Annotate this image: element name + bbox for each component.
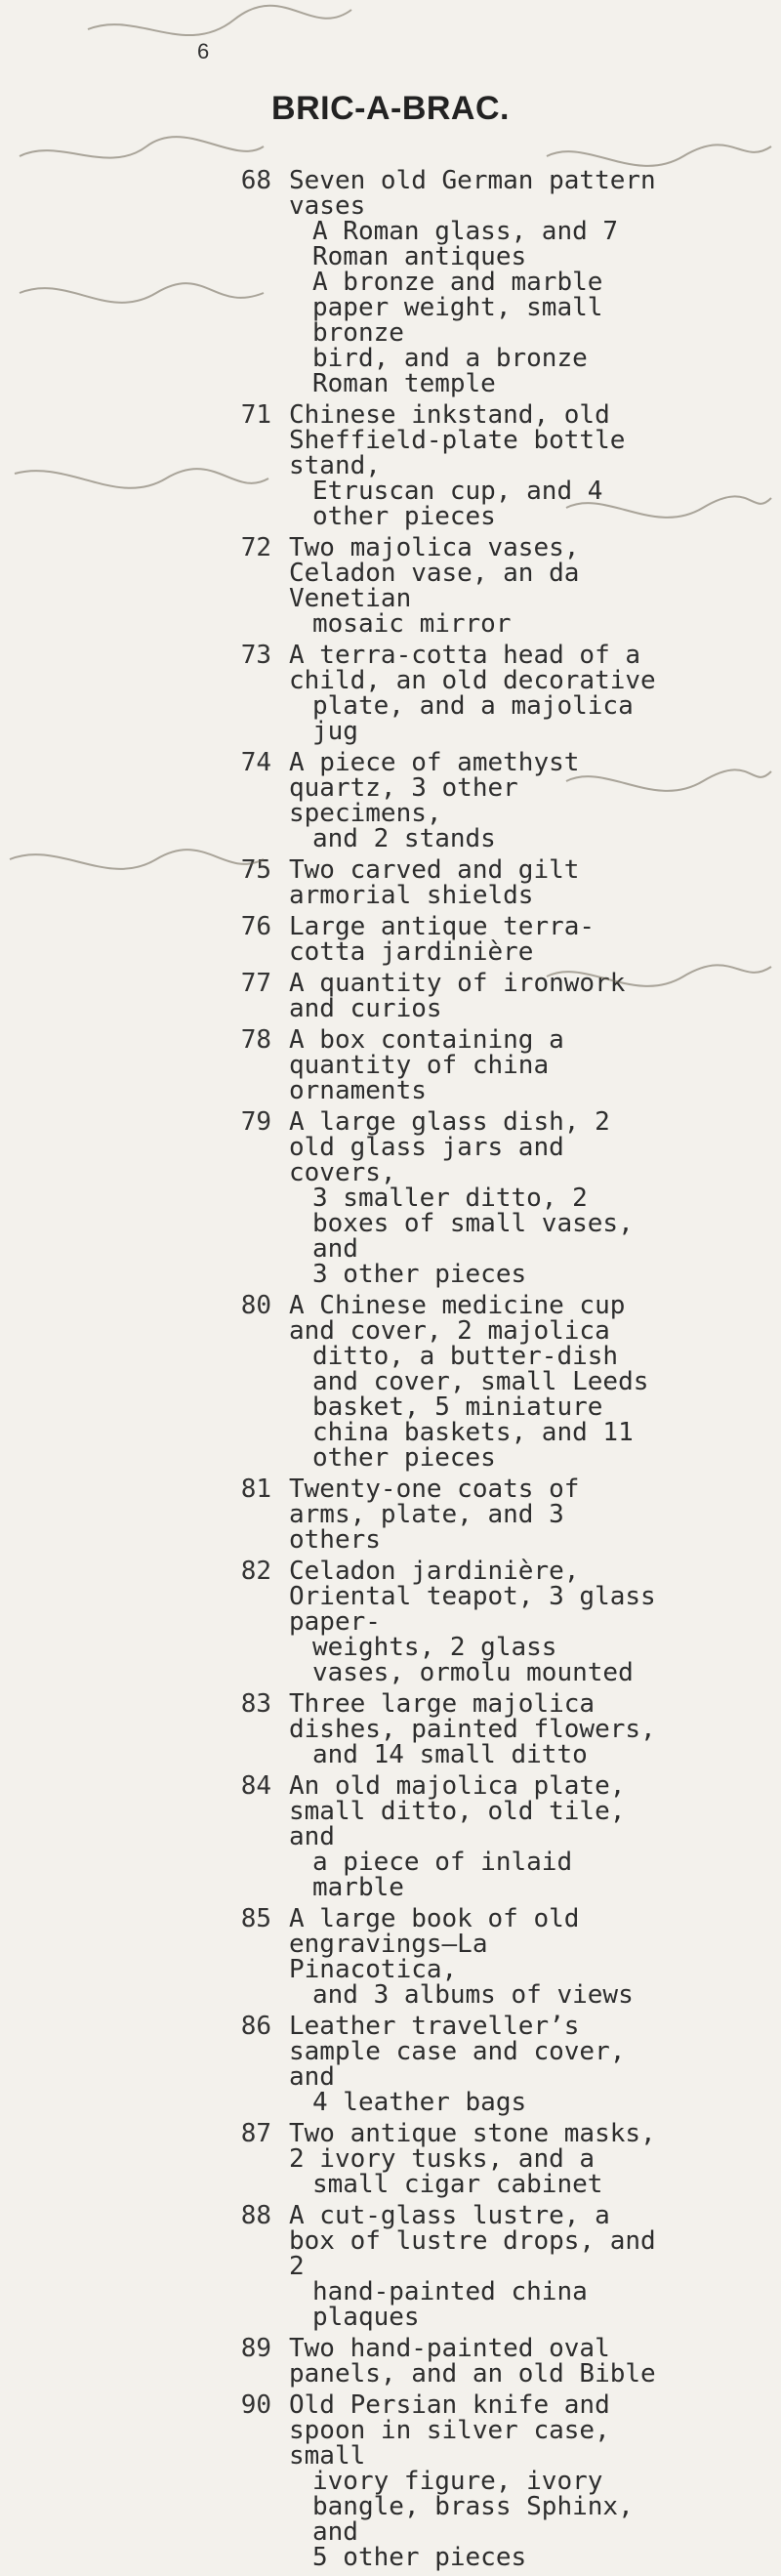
lot-number: 86 <box>240 2012 271 2041</box>
lot-description-line: small cigar cabinet <box>312 2170 603 2199</box>
lot-entry <box>0 535 781 637</box>
lot-description-line: A cut-glass lustre, a box of lustre drops, and 2 <box>289 2201 656 2281</box>
lot-number: 76 <box>240 912 271 941</box>
lot-description-line: plate, and a majolica jug <box>312 691 634 746</box>
lot-number: 89 <box>240 2334 271 2363</box>
lot-description-line: Two majolica vases, Celadon vase, an da Venetian <box>289 533 580 613</box>
lot-description-line: Celadon jardinière, Oriental teapot, 3 glass paper- <box>289 1557 656 1637</box>
lot-description <box>289 2121 660 2197</box>
lot-description-line: mosaic mirror <box>312 609 512 639</box>
lot-description-line: 5 other pieces <box>312 2543 527 2572</box>
lot-description-line: and 14 small ditto <box>312 1740 588 1769</box>
lot-entry <box>0 2014 781 2115</box>
lot-description-line: Three large majolica dishes, painted flowers, <box>289 1689 656 1744</box>
lot-entry <box>0 1691 781 1767</box>
lot-description-line: A Roman glass, and 7 Roman antiques <box>312 217 619 271</box>
lot-entry <box>0 1293 781 1471</box>
lot-description-line: A terra-cotta head of a child, an old decorative <box>289 641 656 695</box>
lot-entry <box>0 2203 781 2330</box>
lot-number: 71 <box>240 400 271 430</box>
lot-list <box>0 168 781 2576</box>
lot-description <box>289 168 660 396</box>
lot-number: 75 <box>240 855 271 885</box>
lot-description-line: bird, and a bronze Roman temple <box>312 344 588 398</box>
lot-description-line: Two hand-painted oval panels, and an old Bible <box>289 2334 656 2389</box>
lot-description-line: A large glass dish, 2 old glass jars and covers, <box>289 1107 610 1187</box>
lot-description-line: hand-painted china plaques <box>312 2277 588 2332</box>
lot-description-line: Two antique stone masks, 2 ivory tusks, and a <box>289 2119 656 2174</box>
lot-description-line: Old Persian knife and spoon in silver case, small <box>289 2390 610 2471</box>
lot-description-line: 3 other pieces <box>312 1260 527 1289</box>
lot-entry <box>0 1109 781 1287</box>
lot-description <box>289 1558 660 1685</box>
lot-entry <box>0 1476 781 1553</box>
lot-number: 78 <box>240 1025 271 1055</box>
lot-description <box>289 1293 660 1471</box>
lot-entry <box>0 1906 781 2008</box>
lot-entry <box>0 168 781 396</box>
lot-number: 79 <box>240 1107 271 1137</box>
lot-description-line: Seven old German pattern vases <box>289 166 656 221</box>
lot-description-line: A large book of old engravings—La Pinacotica, <box>289 1904 580 1984</box>
lot-description-line: A Chinese medicine cup and cover, 2 majolica <box>289 1291 626 1346</box>
lot-entry <box>0 914 781 965</box>
lot-description-line: other pieces <box>312 1443 496 1473</box>
lot-description-line: Etruscan cup, and 4 other pieces <box>312 477 603 531</box>
lot-description-line: A bronze and marble paper weight, small bronze <box>312 268 603 348</box>
lot-entry <box>0 1027 781 1103</box>
lot-entry <box>0 2121 781 2197</box>
lot-number: 85 <box>240 1904 271 1933</box>
lot-number: 88 <box>240 2201 271 2230</box>
lot-description-line: Large antique terra-cotta jardinière <box>289 912 596 967</box>
lot-description-line: A piece of amethyst quartz, 3 other specimens, <box>289 748 580 828</box>
lot-description <box>289 1773 660 1900</box>
lot-description-line: 4 leather bags <box>312 2088 527 2117</box>
lot-number: 84 <box>240 1771 271 1801</box>
page-title: BRIC-A-BRAC. <box>271 90 510 127</box>
lot-description <box>289 1906 660 2008</box>
lot-number: 73 <box>240 641 271 670</box>
page-number: 6 <box>197 39 210 63</box>
lot-number: 81 <box>240 1475 271 1504</box>
lot-number: 68 <box>240 166 271 195</box>
lot-description-line: A box containing a quantity of china ornaments <box>289 1025 564 1105</box>
lot-description <box>289 1027 660 1103</box>
lot-description-line: ditto, a butter-dish and cover, small Leeds <box>312 1342 649 1396</box>
lot-entry <box>0 643 781 744</box>
lot-description-line: Two carved and gilt armorial shields <box>289 855 580 910</box>
lot-description <box>289 857 660 908</box>
lot-description <box>289 914 660 965</box>
lot-number: 90 <box>240 2390 271 2420</box>
lot-description-line: and 3 albums of views <box>312 1980 634 2010</box>
lot-description <box>289 1476 660 1553</box>
lot-description <box>289 1691 660 1767</box>
lot-description <box>289 643 660 744</box>
lot-description-line: 3 smaller ditto, 2 boxes of small vases, and <box>312 1184 634 1264</box>
lot-description-line: a piece of inlaid marble <box>312 1848 573 1902</box>
lot-description <box>289 402 660 529</box>
lot-description <box>289 2336 660 2387</box>
lot-number: 87 <box>240 2119 271 2148</box>
lot-description-line: Twenty-one coats of arms, plate, and 3 others <box>289 1475 580 1555</box>
lot-number: 72 <box>240 533 271 562</box>
lot-entry <box>0 1558 781 1685</box>
lot-number: 77 <box>240 969 271 998</box>
lot-description <box>289 2014 660 2115</box>
lot-entry <box>0 750 781 852</box>
lot-entry <box>0 1773 781 1900</box>
lot-description <box>289 535 660 637</box>
lot-description-line: Chinese inkstand, old Sheffield-plate bottle stand, <box>289 400 626 480</box>
lot-description-line: An old majolica plate, small ditto, old tile, and <box>289 1771 626 1851</box>
lot-description <box>289 2392 660 2570</box>
lot-entry <box>0 2336 781 2387</box>
lot-entry <box>0 971 781 1021</box>
lot-description <box>289 971 660 1021</box>
lot-description-line: and 2 stands <box>312 824 496 853</box>
lot-entry <box>0 402 781 529</box>
lot-description-line: basket, 5 miniature china baskets, and 11 <box>312 1392 634 1447</box>
lot-entry <box>0 2392 781 2570</box>
lot-description <box>289 2203 660 2330</box>
lot-description-line: ivory figure, ivory bangle, brass Sphinx, and <box>312 2467 634 2547</box>
lot-description-line: weights, 2 glass vases, ormolu mounted <box>312 1633 634 1687</box>
lot-description <box>289 750 660 852</box>
lot-number: 82 <box>240 1557 271 1586</box>
lot-entry <box>0 857 781 908</box>
lot-description-line: Leather traveller’s sample case and cover, and <box>289 2012 626 2092</box>
lot-number: 83 <box>240 1689 271 1719</box>
lot-description <box>289 1109 660 1287</box>
lot-number: 74 <box>240 748 271 777</box>
lot-description-line: A quantity of ironwork and curios <box>289 969 626 1023</box>
lot-number: 80 <box>240 1291 271 1320</box>
